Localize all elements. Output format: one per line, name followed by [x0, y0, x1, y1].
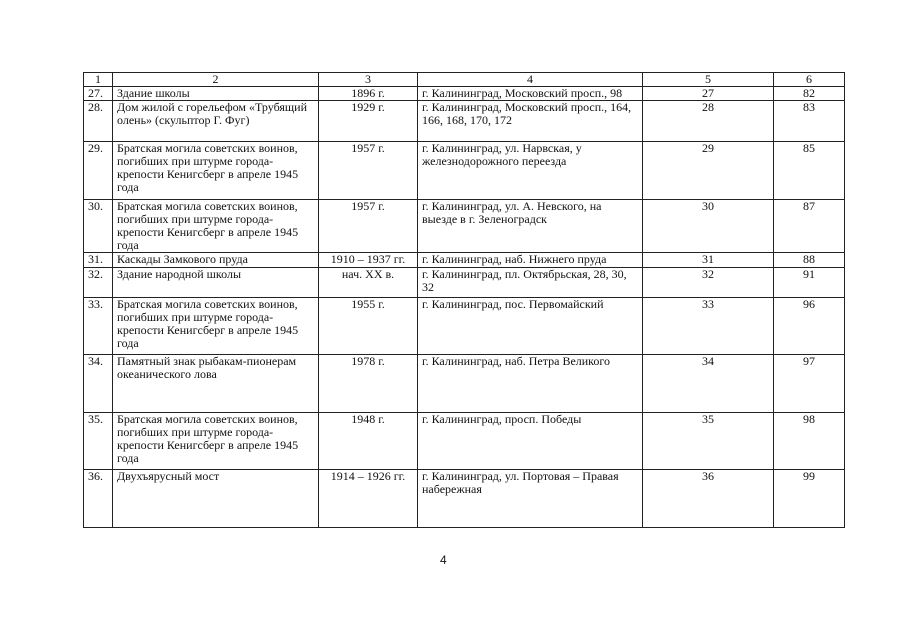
object-date: 1957 г.	[319, 142, 418, 200]
object-address: г. Калининград, ул. А. Невского, на выезде в г. Зеленоградск	[418, 200, 643, 253]
object-date: 1948 г.	[319, 413, 418, 470]
object-date: 1896 г.	[319, 87, 418, 101]
column-5-value: 27	[643, 87, 774, 101]
object-date: 1957 г.	[319, 200, 418, 253]
object-name: Братская могила советских воинов, погибших при штурме города-крепости Кенигсберг в апреле 1945 года	[113, 200, 319, 253]
column-6-value: 97	[774, 355, 845, 413]
row-number: 32.	[84, 268, 113, 298]
header-cell: 6	[774, 73, 845, 87]
row-number: 36.	[84, 470, 113, 528]
column-5-value: 33	[643, 298, 774, 355]
column-5-value: 36	[643, 470, 774, 528]
column-5-value: 35	[643, 413, 774, 470]
object-date: 1910 – 1937 гг.	[319, 253, 418, 268]
monuments-table	[83, 72, 845, 528]
object-date: нач. XX в.	[319, 268, 418, 298]
column-5-value: 31	[643, 253, 774, 268]
object-address: г. Калининград, пос. Первомайский	[418, 298, 643, 355]
object-name: Двухъярусный мост	[113, 470, 319, 528]
column-5-value: 29	[643, 142, 774, 200]
object-address: г. Калининград, Московский просп., 164, 166, 168, 170, 172	[418, 101, 643, 142]
column-6-value: 99	[774, 470, 845, 528]
column-6-value: 87	[774, 200, 845, 253]
object-date: 1955 г.	[319, 298, 418, 355]
table-row	[84, 200, 845, 253]
object-address: г. Калининград, пл. Октябрьская, 28, 30, 32	[418, 268, 643, 298]
column-6-value: 82	[774, 87, 845, 101]
object-address: г. Калининград, ул. Портовая – Правая набережная	[418, 470, 643, 528]
column-6-value: 85	[774, 142, 845, 200]
row-number: 34.	[84, 355, 113, 413]
column-6-value: 88	[774, 253, 845, 268]
object-address: г. Калининград, наб. Нижнего пруда	[418, 253, 643, 268]
header-cell: 4	[418, 73, 643, 87]
object-address: г. Калининград, просп. Победы	[418, 413, 643, 470]
header-cell: 5	[643, 73, 774, 87]
object-name: Братская могила советских воинов, погибших при штурме города-крепости Кенигсберг в апреле 1945 года	[113, 142, 319, 200]
table-row	[84, 470, 845, 528]
row-number: 28.	[84, 101, 113, 142]
column-5-value: 30	[643, 200, 774, 253]
object-name: Здание школы	[113, 87, 319, 101]
object-name: Братская могила советских воинов, погибших при штурме города-крепости Кенигсберг в апреле 1945 года	[113, 413, 319, 470]
table-row	[84, 142, 845, 200]
column-5-value: 28	[643, 101, 774, 142]
row-number: 31.	[84, 253, 113, 268]
column-5-value: 32	[643, 268, 774, 298]
object-address: г. Калининград, наб. Петра Великого	[418, 355, 643, 413]
object-address: г. Калининград, ул. Нарвская, у железнодорожного переезда	[418, 142, 643, 200]
row-number: 27.	[84, 87, 113, 101]
column-6-value: 91	[774, 268, 845, 298]
row-number: 29.	[84, 142, 113, 200]
object-name: Дом жилой с горельефом «Трубящий олень» (скульптор Г. Фуг)	[113, 101, 319, 142]
header-cell: 3	[319, 73, 418, 87]
table-row	[84, 298, 845, 355]
column-6-value: 98	[774, 413, 845, 470]
table-row	[84, 101, 845, 142]
object-name: Здание народной школы	[113, 268, 319, 298]
object-name: Каскады Замкового пруда	[113, 253, 319, 268]
column-6-value: 96	[774, 298, 845, 355]
column-6-value: 83	[774, 101, 845, 142]
table-row	[84, 413, 845, 470]
table-row	[84, 87, 845, 101]
object-date: 1929 г.	[319, 101, 418, 142]
row-number: 35.	[84, 413, 113, 470]
object-date: 1914 – 1926 гг.	[319, 470, 418, 528]
header-cell: 2	[113, 73, 319, 87]
object-name: Братская могила советских воинов, погибших при штурме города-крепости Кенигсберг в апреле 1945 года	[113, 298, 319, 355]
object-address: г. Калининград, Московский просп., 98	[418, 87, 643, 101]
row-number: 30.	[84, 200, 113, 253]
header-cell: 1	[84, 73, 113, 87]
object-date: 1978 г.	[319, 355, 418, 413]
page-number: 4	[440, 553, 447, 567]
table-row	[84, 355, 845, 413]
table-row	[84, 268, 845, 298]
table-row	[84, 253, 845, 268]
column-5-value: 34	[643, 355, 774, 413]
object-name: Памятный знак рыбакам-пионерам океанического лова	[113, 355, 319, 413]
table-header-row	[84, 73, 845, 87]
row-number: 33.	[84, 298, 113, 355]
